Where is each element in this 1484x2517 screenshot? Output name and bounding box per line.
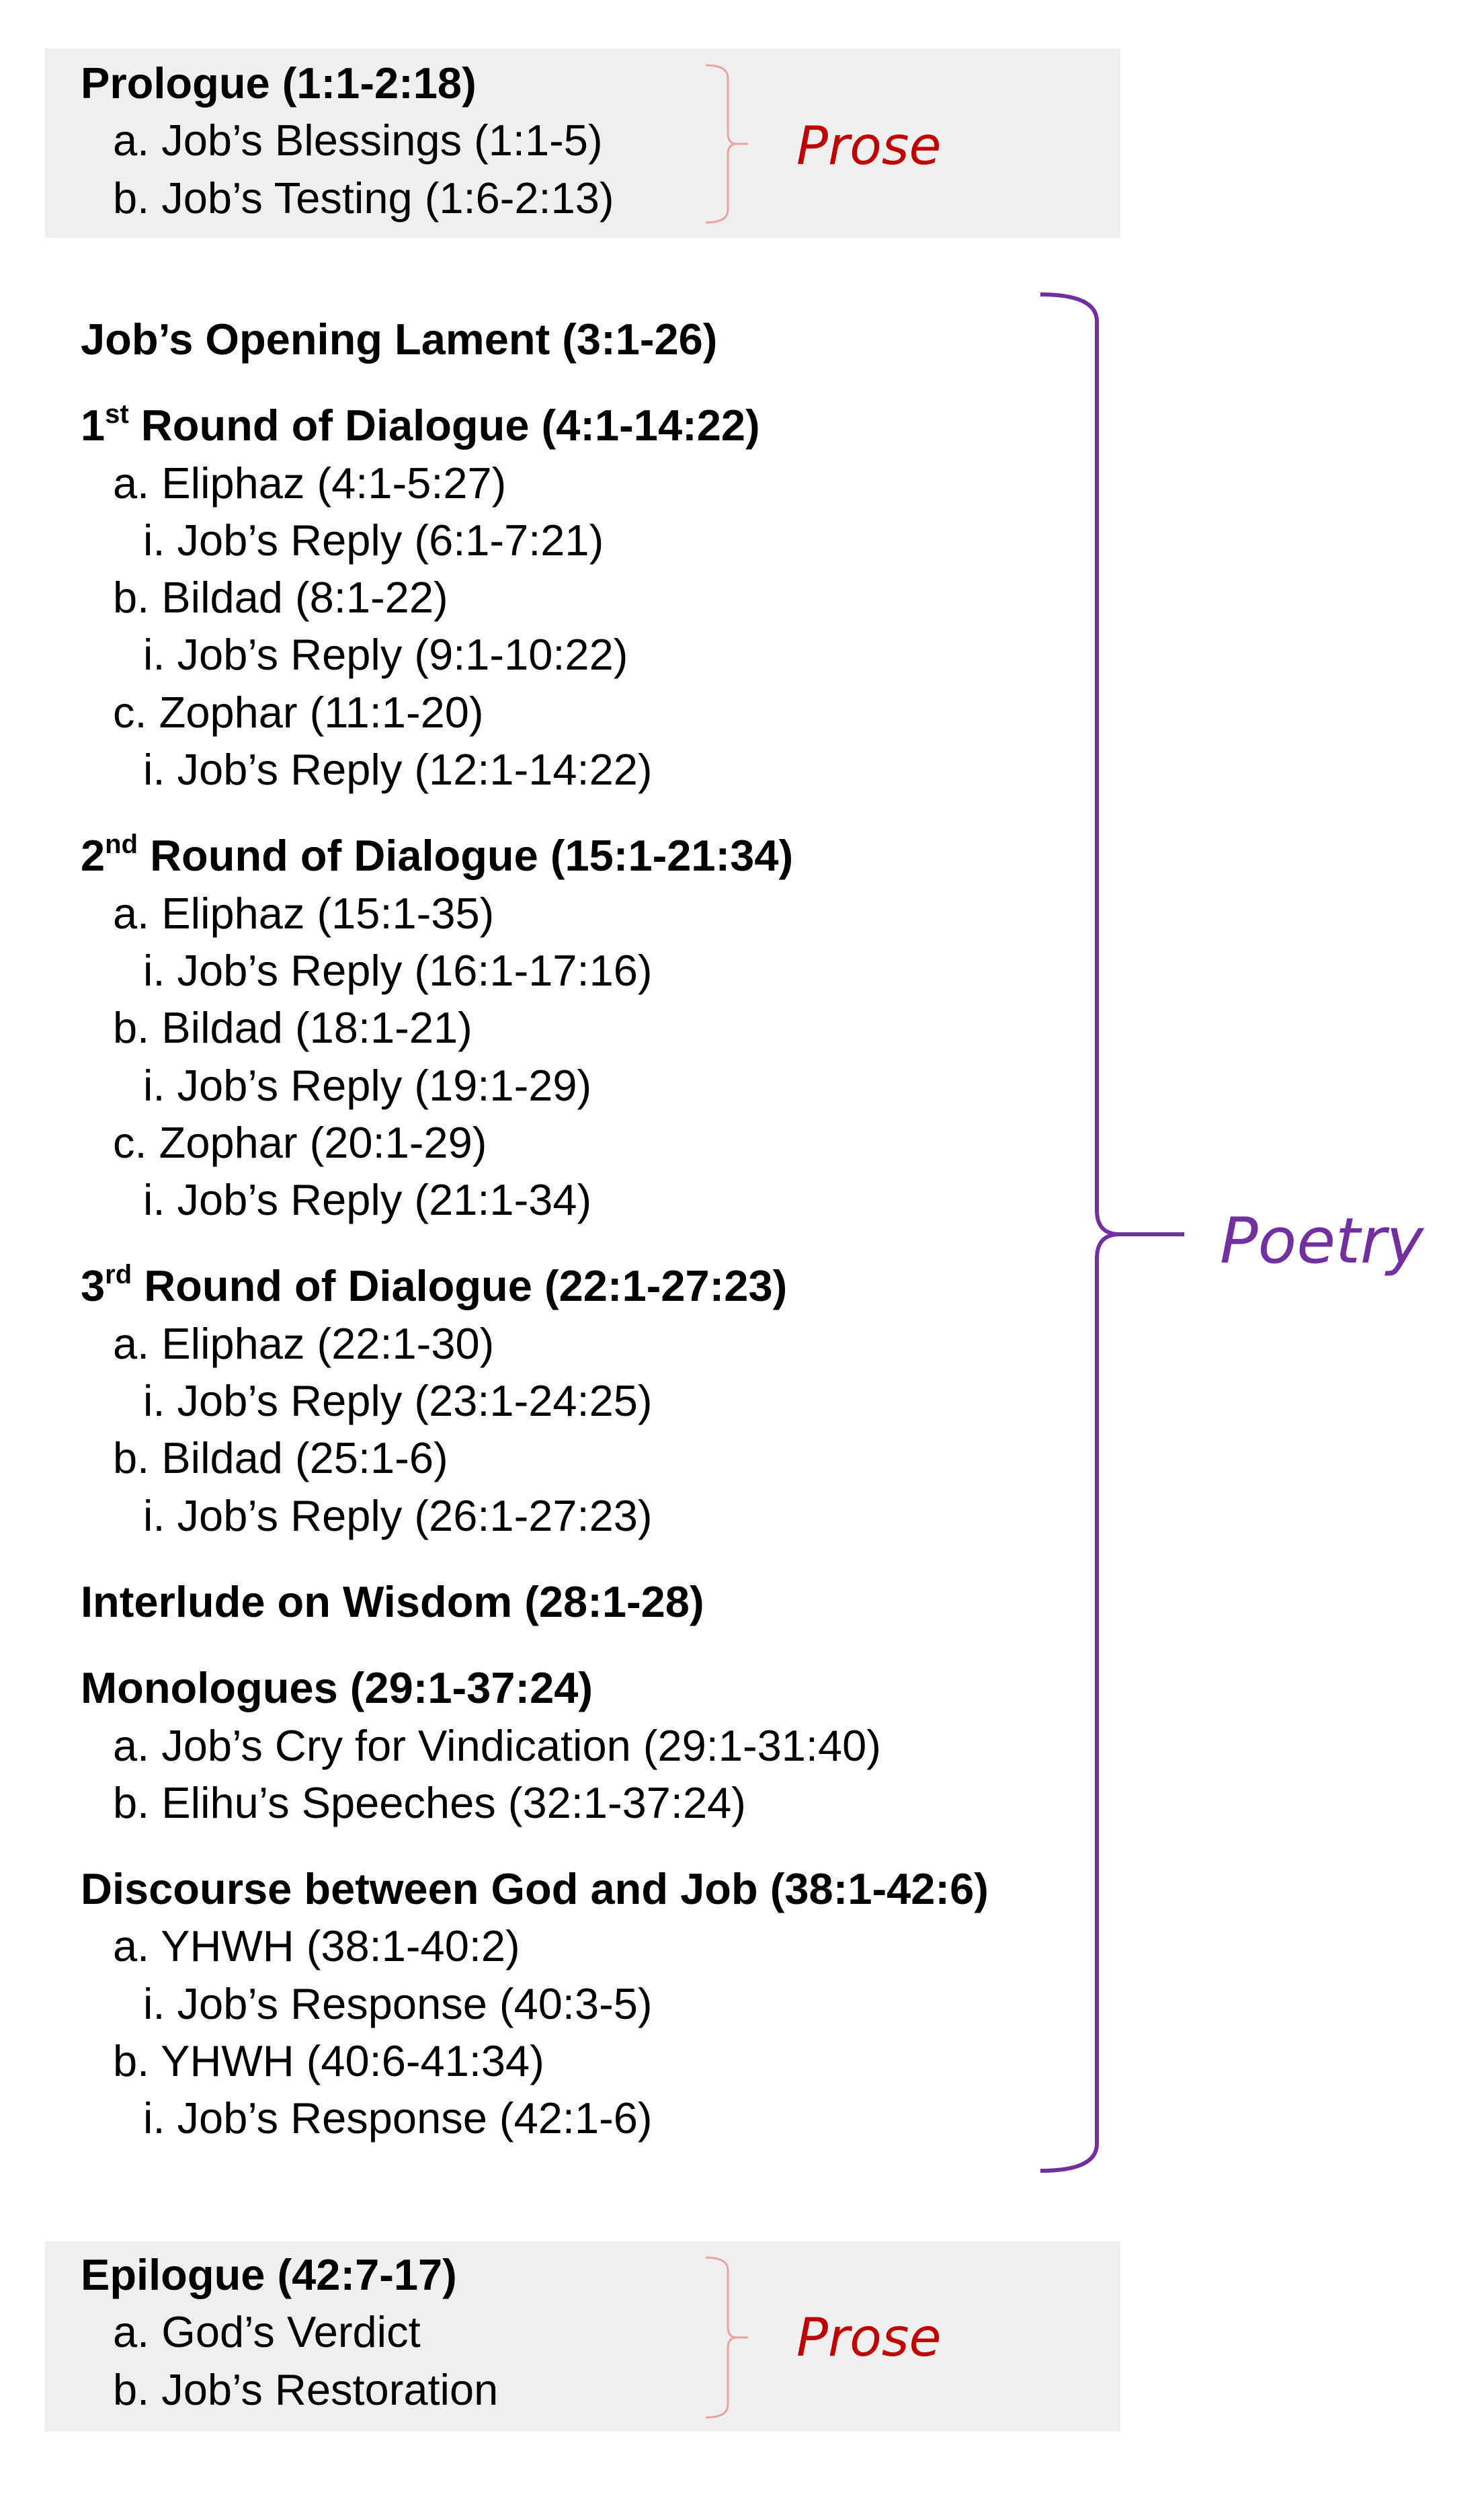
round2-item: a. Eliphaz (15:1-35) bbox=[113, 888, 495, 938]
round2-reply: i. Job’s Reply (16:1-17:16) bbox=[143, 945, 653, 995]
round2-item: c. Zophar (20:1-29) bbox=[113, 1117, 487, 1167]
interlude-heading: Interlude on Wisdom (28:1-28) bbox=[81, 1576, 704, 1626]
discourse-response: i. Job’s Response (40:3-5) bbox=[143, 1979, 653, 2028]
prologue-item: a. Job’s Blessings (1:1-5) bbox=[113, 116, 603, 165]
prose-label-bottom: Prose bbox=[796, 2308, 942, 2368]
poetry-label: Poetry bbox=[1220, 1205, 1424, 1278]
round1-reply: i. Job’s Reply (9:1-10:22) bbox=[143, 630, 628, 680]
monologues-item: b. Elihu’s Speeches (32:1-37:24) bbox=[113, 1777, 746, 1827]
discourse-heading: Discourse between God and Job (38:1-42:6) bbox=[81, 1864, 989, 1914]
epilogue-brace bbox=[706, 2258, 748, 2418]
round1-reply: i. Job’s Reply (12:1-14:22) bbox=[143, 745, 653, 795]
round1-item: b. Bildad (8:1-22) bbox=[113, 573, 448, 623]
opening-lament-heading: Job’s Opening Lament (3:1-26) bbox=[81, 315, 718, 364]
discourse-response: i. Job’s Response (42:1-6) bbox=[143, 2093, 653, 2143]
round3-reply: i. Job’s Reply (26:1-27:23) bbox=[143, 1490, 653, 1540]
discourse-item: a. YHWH (38:1-40:2) bbox=[113, 1921, 520, 1971]
monologues-item: a. Job’s Cry for Vindication (29:1-31:40) bbox=[113, 1720, 881, 1770]
round3-reply: i. Job’s Reply (23:1-24:25) bbox=[143, 1376, 653, 1426]
round3-item: b. Bildad (25:1-6) bbox=[113, 1433, 448, 1483]
prose-label-top: Prose bbox=[796, 116, 942, 177]
round1-item: c. Zophar (11:1-20) bbox=[113, 687, 484, 737]
round2-reply: i. Job’s Reply (19:1-29) bbox=[143, 1060, 592, 1110]
round2-item: b. Bildad (18:1-21) bbox=[113, 1003, 472, 1053]
epilogue-heading: Epilogue (42:7-17) bbox=[81, 2250, 457, 2299]
prologue-item: b. Job’s Testing (1:6-2:13) bbox=[113, 173, 614, 223]
round1-reply: i. Job’s Reply (6:1-7:21) bbox=[143, 515, 604, 565]
prologue-brace bbox=[706, 65, 748, 223]
prologue-section bbox=[81, 54, 614, 227]
poetry-section bbox=[81, 311, 989, 2147]
prologue-heading: Prologue (1:1-2:18) bbox=[81, 58, 477, 108]
round1-item: a. Eliphaz (4:1-5:27) bbox=[113, 458, 507, 508]
poetry-brace bbox=[1040, 294, 1184, 2171]
round2-heading: 2nd Round of Dialogue (15:1-21:34) bbox=[81, 830, 794, 881]
monologues-heading: Monologues (29:1-37:24) bbox=[81, 1663, 593, 1713]
round1-heading: 1st Round of Dialogue (4:1-14:22) bbox=[81, 399, 760, 450]
round2-reply: i. Job’s Reply (21:1-34) bbox=[143, 1175, 592, 1225]
discourse-item: b. YHWH (40:6-41:34) bbox=[113, 2036, 544, 2086]
epilogue-item: b. Job’s Restoration bbox=[113, 2364, 499, 2414]
round3-item: a. Eliphaz (22:1-30) bbox=[113, 1318, 495, 1368]
epilogue-item: a. God’s Verdict bbox=[113, 2307, 421, 2357]
round3-heading: 3rd Round of Dialogue (22:1-27:23) bbox=[81, 1260, 788, 1311]
epilogue-section bbox=[81, 2246, 498, 2418]
